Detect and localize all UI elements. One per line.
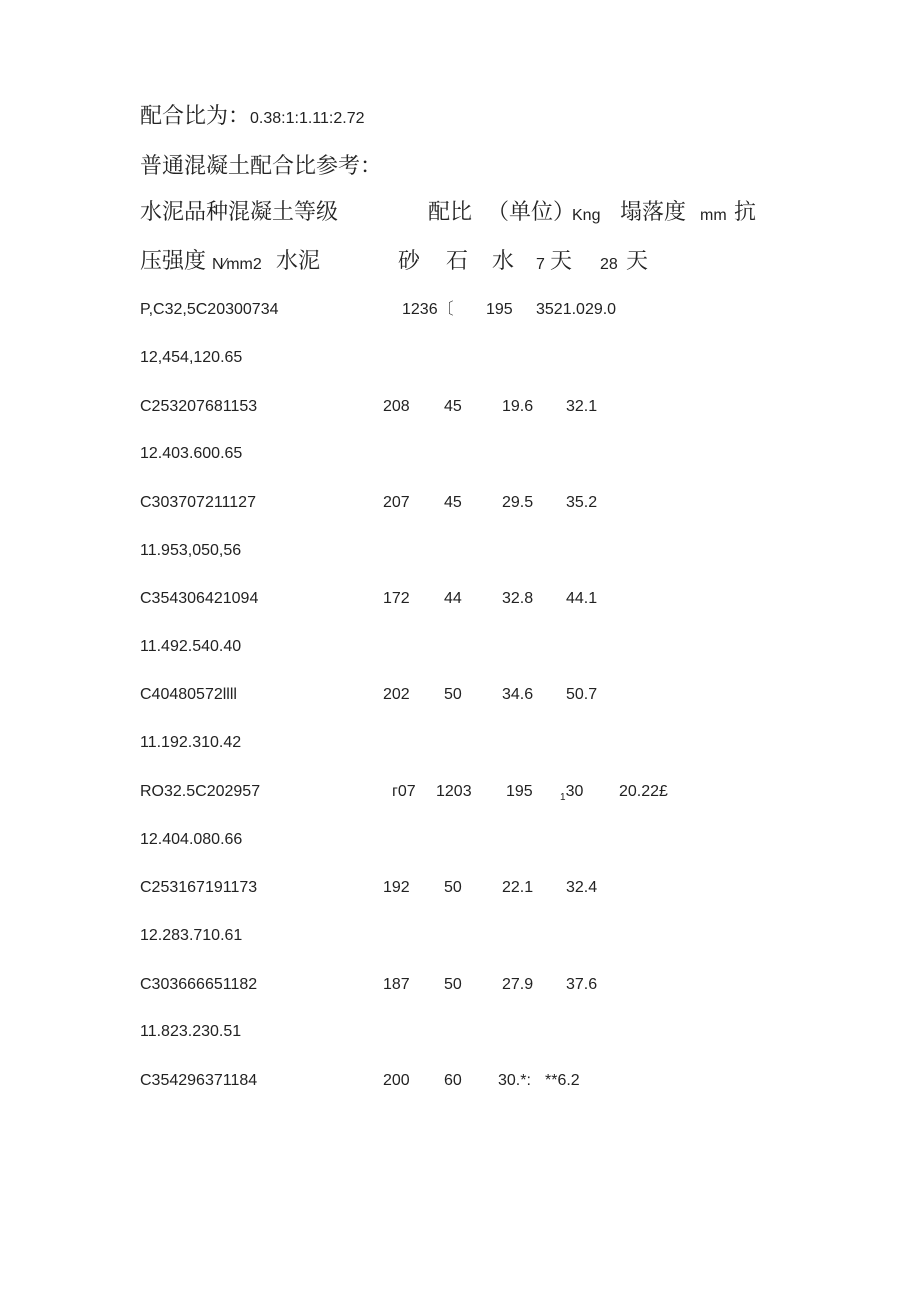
table-row [0, 302, 920, 326]
mix-ratio-value: 0.38:1:1.11:2.72 [250, 110, 365, 127]
row-cell: 45 [444, 398, 462, 415]
table-row [0, 977, 920, 1001]
header-28-day-unit: 天 [626, 249, 649, 274]
table-row [0, 832, 920, 856]
row-label: 12.404.080.66 [140, 831, 243, 848]
header-7-day: 7 [536, 256, 545, 273]
row-cell: 20.22£ [619, 783, 668, 800]
row-cell: 207 [383, 494, 410, 511]
table-row [0, 687, 920, 711]
table-row [0, 639, 920, 663]
row-label: 12.283.710.61 [140, 927, 243, 944]
header-7-day-unit: 天 [550, 249, 573, 274]
row-label: C303707211127 [140, 494, 256, 511]
row-label: 12,454,120.65 [140, 349, 243, 366]
row-cell: 44.1 [566, 590, 598, 607]
header-strength: 压强度 [140, 249, 207, 274]
header-cement-type-grade: 水泥品种混凝土等级 [140, 200, 339, 225]
row-cell: 172 [383, 590, 410, 607]
header-28-day: 28 [600, 256, 618, 273]
row-cell: ᴦ07 [392, 783, 416, 800]
table-row [0, 880, 920, 904]
row-cell: 35.2 [566, 494, 598, 511]
table-header-line-2 [0, 251, 920, 281]
row-cell: 45 [444, 494, 462, 511]
table-row [0, 399, 920, 423]
table-row [0, 350, 920, 374]
header-unit: （单位） [487, 200, 576, 225]
row-cell: 37.6 [566, 976, 598, 993]
header-strength-unit: N⁄mm2 [212, 256, 262, 273]
table-row [0, 1073, 920, 1097]
row-cell-subscript: 1 [560, 792, 566, 803]
row-cell: 32.4 [566, 879, 598, 896]
header-unit-kng: Kng [572, 207, 601, 224]
row-label: C40480572llll [140, 686, 237, 703]
row-cell: 32.8 [502, 590, 534, 607]
row-label: C354306421094 [140, 590, 259, 607]
table-row [0, 928, 920, 952]
header-mix-ratio: 配比 [428, 200, 473, 225]
row-cell: 50 [444, 976, 462, 993]
mix-ratio-line [140, 106, 364, 128]
row-cell: 29.5 [502, 494, 534, 511]
row-cell: 32.1 [566, 398, 598, 415]
row-cell: 195 [506, 783, 533, 800]
header-slump: 塌落度 [620, 200, 687, 225]
row-cell: 202 [383, 686, 410, 703]
row-cell: 50 [444, 686, 462, 703]
row-cell: 50.7 [566, 686, 598, 703]
table-row [0, 495, 920, 519]
row-label: C303666651182 [140, 976, 258, 993]
row-cell: 27.9 [502, 976, 534, 993]
header-stone: 石 [446, 249, 469, 274]
row-cell: 1236〔 [402, 301, 454, 318]
table-row [0, 1024, 920, 1048]
row-label: 11.492.540.40 [140, 638, 242, 655]
row-cell: 34.6 [502, 686, 534, 703]
header-cement: 水泥 [276, 249, 321, 274]
row-label: P,C32,5C20300734 [140, 301, 279, 318]
row-cell: 1203 [436, 783, 472, 800]
reference-title: 普通混凝土配合比参考： [140, 154, 383, 179]
row-cell: 195 [486, 301, 513, 318]
row-label: 11.823.230.51 [140, 1023, 242, 1040]
row-cell: 50 [444, 879, 462, 896]
row-cell: 44 [444, 590, 462, 607]
row-cell: 60 [444, 1072, 462, 1089]
row-cell: **6.2 [545, 1072, 580, 1089]
table-row [0, 735, 920, 759]
row-cell: 30.*: [498, 1072, 531, 1089]
row-cell: 208 [383, 398, 410, 415]
row-cell [560, 784, 583, 803]
header-compressive-prefix: 抗 [734, 200, 757, 225]
row-label: C253167191173 [140, 879, 258, 896]
header-slump-unit: mm [700, 207, 727, 224]
row-cell: 187 [383, 976, 410, 993]
row-label: 11.953,050,56 [140, 542, 242, 559]
header-sand: 砂 [398, 249, 421, 274]
row-cell: 200 [383, 1072, 410, 1089]
row-cell: 22.1 [502, 879, 534, 896]
row-label: RO32.5C202957 [140, 783, 261, 800]
mix-ratio-label: 配合比为： [140, 104, 251, 129]
table-row [0, 591, 920, 615]
row-label: C253207681153 [140, 398, 258, 415]
table-header-line-1 [0, 202, 920, 232]
header-water: 水 [492, 249, 515, 274]
table-row [0, 784, 920, 808]
table-row [0, 543, 920, 567]
row-label: C354296371184 [140, 1072, 258, 1089]
row-label: 12.403.600.65 [140, 445, 243, 462]
row-cell: 3521.029.0 [536, 301, 617, 318]
row-cell-value: 30 [565, 783, 584, 800]
row-cell: 192 [383, 879, 410, 896]
row-cell: 19.6 [502, 398, 534, 415]
row-label: 11.192.310.42 [140, 734, 242, 751]
table-row [0, 446, 920, 470]
